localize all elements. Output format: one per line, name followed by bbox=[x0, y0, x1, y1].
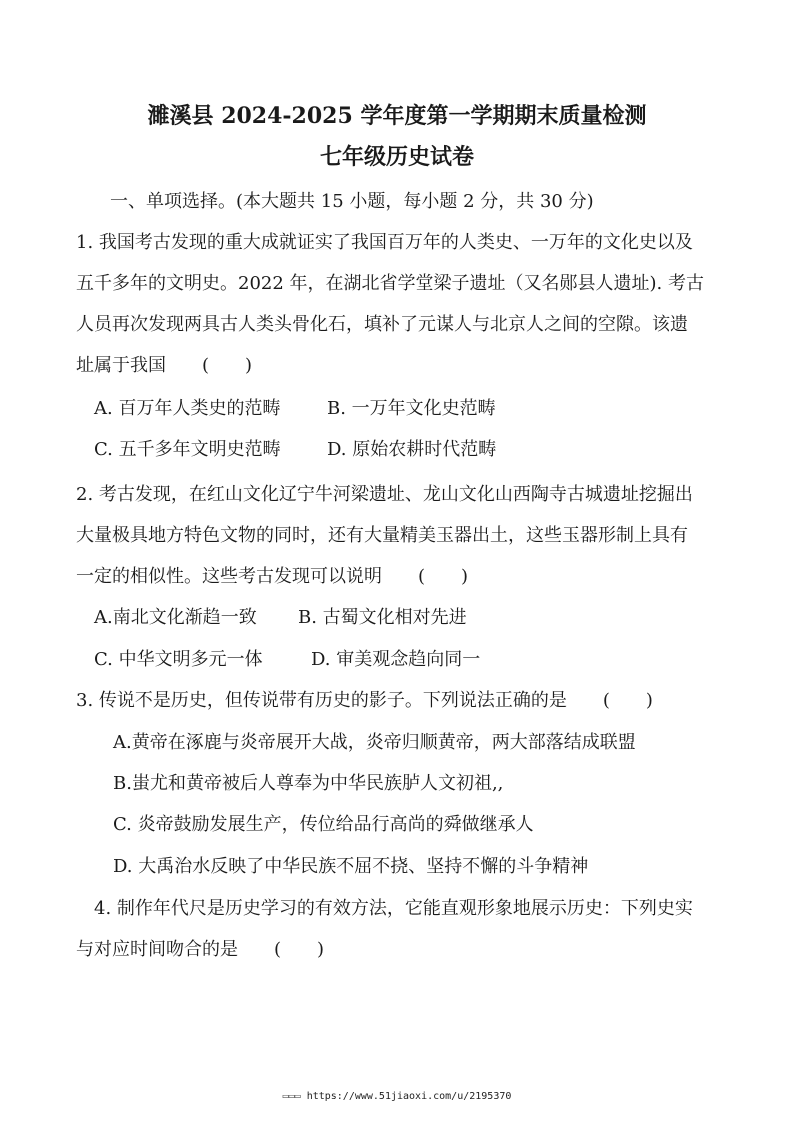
option-a: A.黄帝在涿鹿与炎帝展开大战，炎帝归顺黄帝，两大部落结成联盟 bbox=[113, 732, 636, 753]
option-b: B. 一万年文化史范畴 bbox=[327, 398, 496, 419]
option-d: D. 大禹治水反映了中华民族不屈不挠、坚持不懈的斗争精神 bbox=[113, 856, 589, 877]
option-d: D. 审美观念趋向同一 bbox=[311, 649, 481, 670]
exam-title: 濉溪县 2024-2025 学年度第一学期期末质量检测 bbox=[147, 103, 647, 129]
question-line: 人员再次发现两具古人类头骨化石，填补了元谋人与北京人之间的空隙。该遗 bbox=[76, 314, 688, 335]
question-line: 址属于我国 ( ) bbox=[76, 355, 253, 376]
question-line: 2. 考古发现，在红山文化辽宁牛河梁遗址、龙山文化山西陶寺古城遗址挖掘出 bbox=[76, 484, 693, 505]
option-a: A. 百万年人类史的范畴 bbox=[94, 398, 281, 419]
option-c: C. 炎帝鼓励发展生产，传位给品行高尚的舜做继承人 bbox=[113, 814, 534, 835]
exam-subtitle: 七年级历史试卷 bbox=[319, 144, 474, 170]
option-d: D. 原始农耕时代范畴 bbox=[327, 439, 497, 460]
section-heading: 一、单项选择。(本大题共 15 小题，每小题 2 分，共 30 分) bbox=[110, 191, 594, 212]
question-line: 3. 传说不是历史，但传说带有历史的影子。下列说法正确的是 ( ) bbox=[76, 690, 653, 711]
option-c: C. 中华文明多元一体 bbox=[94, 649, 263, 670]
footer-url[interactable] bbox=[0, 1090, 794, 1104]
footer-url-text[interactable]: https://www.51jiaoxi.com/u/2195370 bbox=[306, 1091, 512, 1102]
option-c: C. 五千多年文明史范畴 bbox=[94, 439, 281, 460]
question-line: 一定的相似性。这些考古发现可以说明 ( ) bbox=[76, 566, 469, 587]
question-line: 与对应时间吻合的是 ( ) bbox=[76, 939, 325, 960]
option-b: B. 古蜀文化相对先进 bbox=[298, 607, 467, 628]
option-a: A.南北文化渐趋一致 bbox=[94, 607, 257, 628]
option-b: B.蚩尤和黄帝被后人尊奉为中华民族胪人文初祖,, bbox=[113, 773, 504, 794]
question-line: 大量极具地方特色文物的同时，还有大量精美玉器出土，这些玉器形制上具有 bbox=[76, 525, 688, 546]
question-line: 4. 制作年代尺是历史学习的有效方法，它能直观形象地展示历史：下列史实 bbox=[94, 898, 693, 919]
question-line: 五千多年的文明史。2022 年，在湖北省学堂梁子遗址（又名郧县人遗址). 考古 bbox=[76, 273, 704, 294]
watermark-logo: ▭▭▭ bbox=[282, 1091, 307, 1102]
question-line: 1. 我国考古发现的重大成就证实了我国百万年的人类史、一万年的文化史以及 bbox=[76, 232, 693, 253]
